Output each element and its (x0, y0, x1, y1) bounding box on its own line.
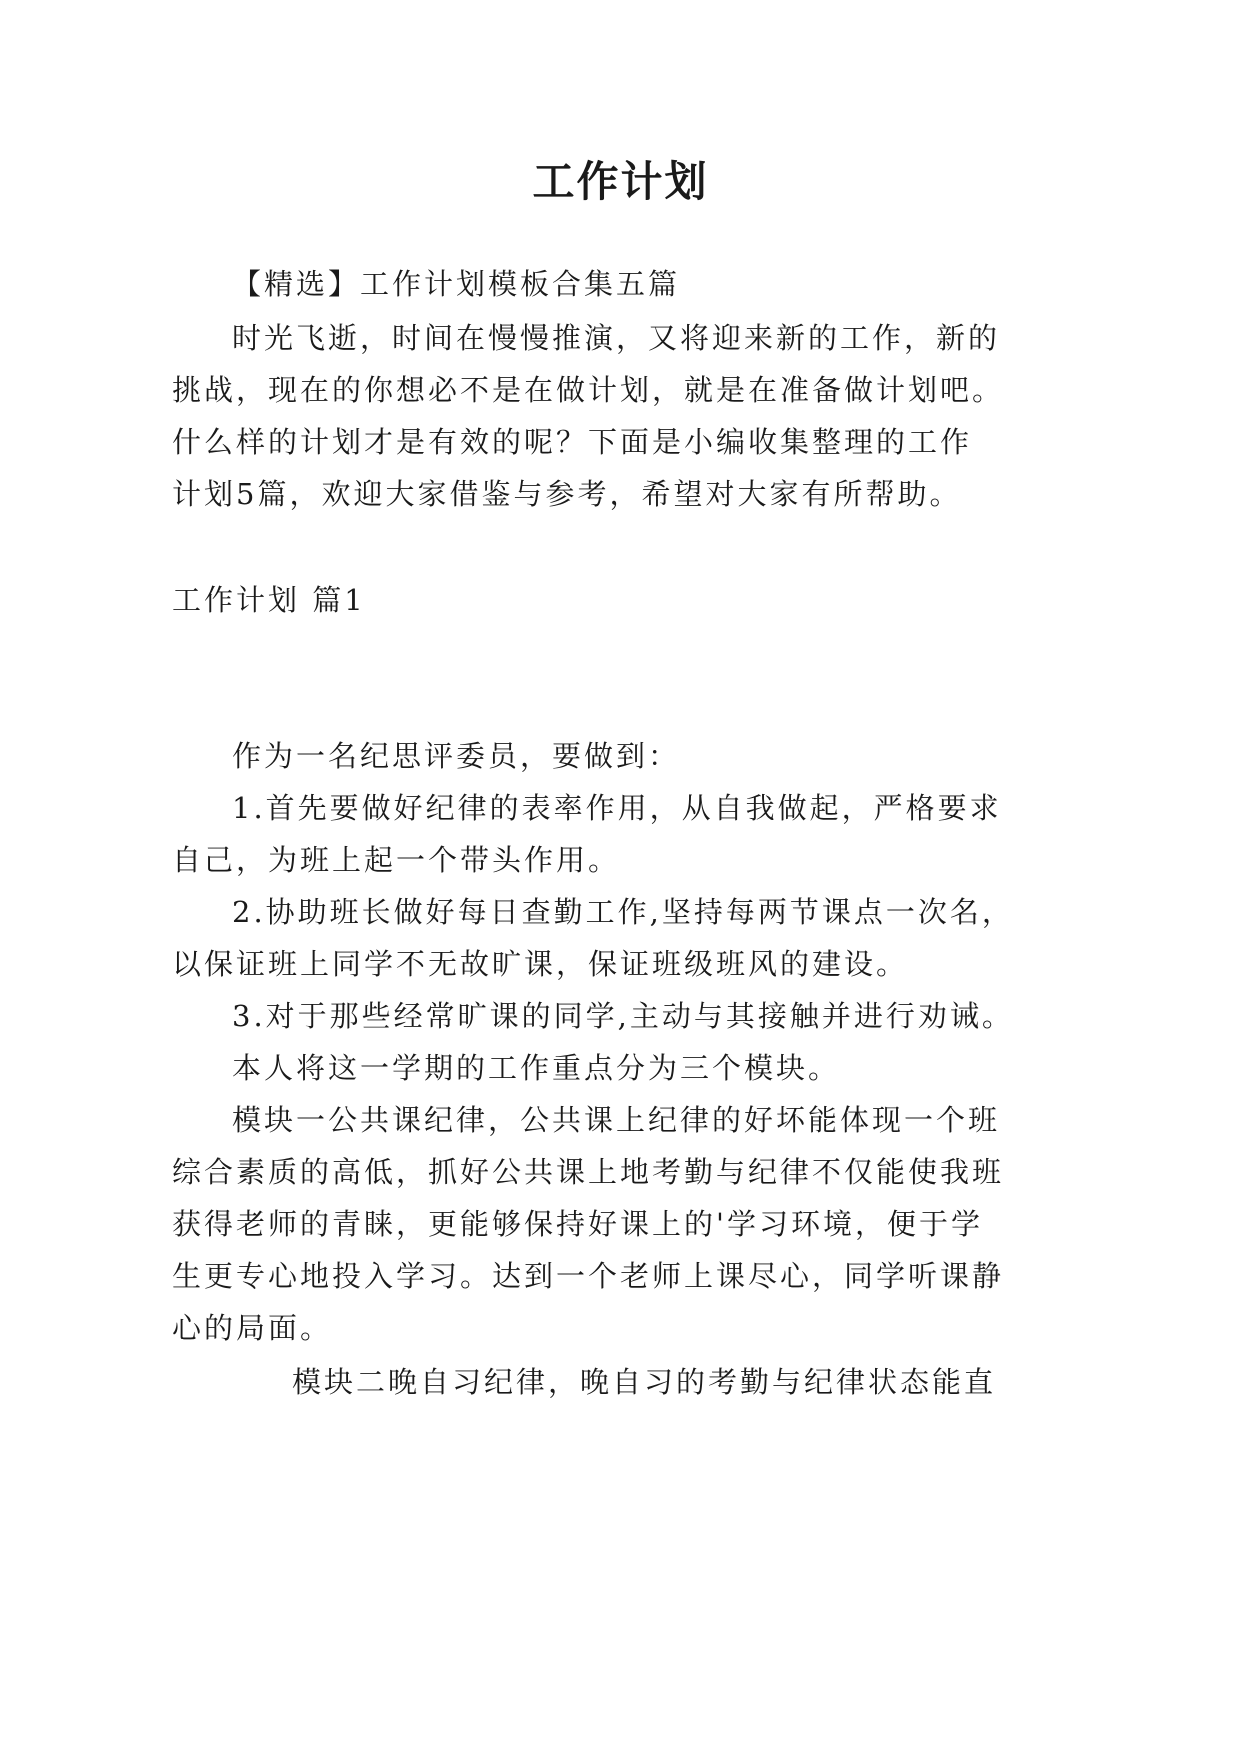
body-line-10: 获得老师的青睐，更能够保持好课上的'学习环境，便于学 (172, 1207, 983, 1241)
section-heading: 工作计划 篇1 (172, 583, 366, 617)
body-line-5: 以保证班上同学不无故旷课，保证班级班风的建设。 (172, 947, 909, 981)
body-line-9: 综合素质的高低，抓好公共课上地考勤与纪律不仅能使我班 (172, 1155, 1005, 1189)
body-line-1: 作为一名纪思评委员，要做到： (232, 739, 681, 773)
body-line-11: 生更专心地投入学习。达到一个老师上课尽心，同学听课静 (172, 1259, 1005, 1293)
intro-line-1: 时光飞逝，时间在慢慢推演，又将迎来新的工作，新的 (232, 321, 1001, 355)
intro-line-2: 挑战，现在的你想必不是在做计划，就是在准备做计划吧。 (172, 373, 1005, 407)
body-line-8: 模块一公共课纪律，公共课上纪律的好坏能体现一个班 (232, 1103, 1001, 1137)
body-line-12: 心的局面。 (172, 1311, 333, 1345)
intro-line-4: 计划5篇，欢迎大家借鉴与参考，希望对大家有所帮助。 (172, 477, 962, 511)
body-line-3: 自己，为班上起一个带头作用。 (172, 843, 621, 877)
body-line-4: 2.协助班长做好每日查勤工作,坚持每两节课点一次名， (232, 895, 1014, 929)
body-line-13: 模块二晚自习纪律，晚自习的考勤与纪律状态能直 (292, 1365, 997, 1399)
document-title: 工作计划 (532, 157, 709, 206)
intro-line-3: 什么样的计划才是有效的呢？下面是小编收集整理的工作 (172, 425, 973, 459)
body-line-7: 本人将这一学期的工作重点分为三个模块。 (232, 1051, 841, 1085)
body-line-2: 1.首先要做好纪律的表率作用，从自我做起，严格要求 (232, 791, 1002, 825)
body-line-6: 3.对于那些经常旷课的同学,主动与其接触并进行劝诫。 (232, 999, 1014, 1033)
subtitle-line: 【精选】工作计划模板合集五篇 (232, 267, 681, 301)
